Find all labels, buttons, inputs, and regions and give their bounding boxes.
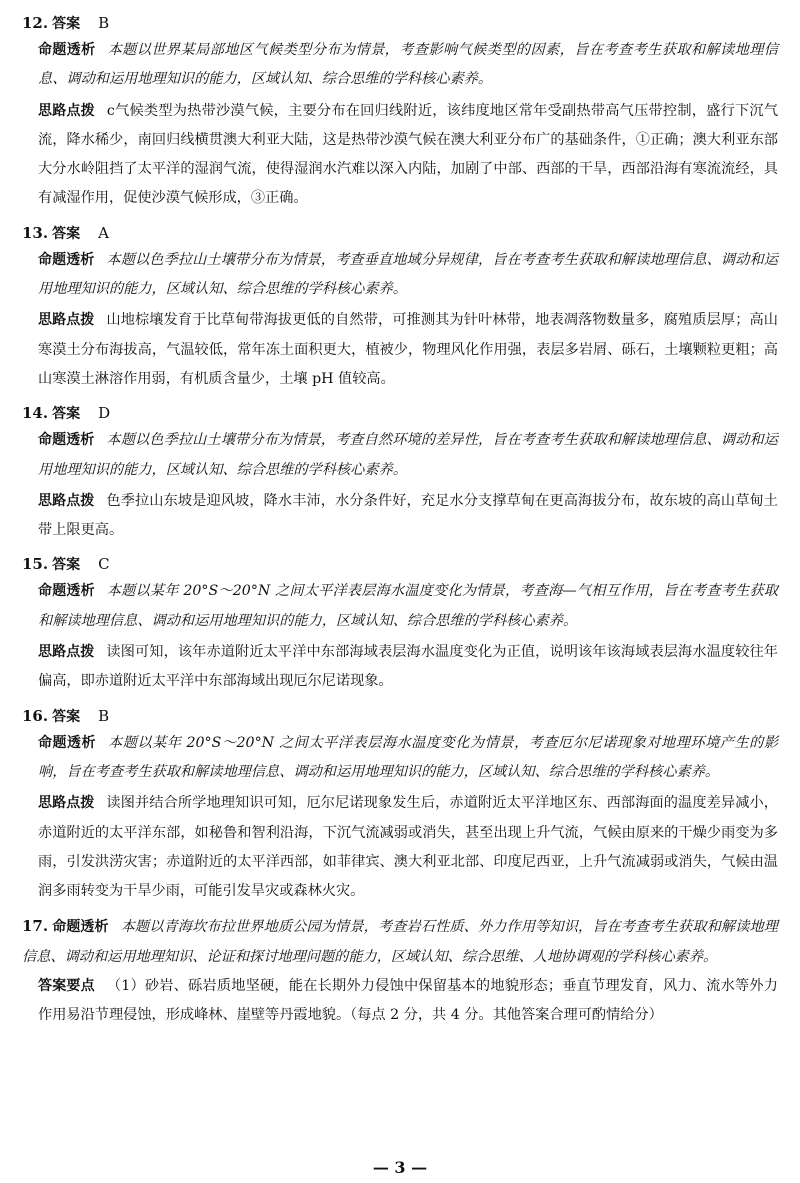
question-number: 13.	[22, 223, 49, 242]
analysis-paragraph	[22, 36, 778, 95]
analysis-label: 命题透析	[52, 919, 109, 936]
reasoning-label: 思路点拨	[38, 312, 95, 329]
reasoning-paragraph	[22, 487, 778, 546]
reasoning-text: 读图并结合所学地理知识可知，厄尔尼诺现象发生后，赤道附近太平洋地区东、西部海面的温度差异减小，赤道附近的太平洋东部，如秘鲁和智利沿海，下沉气流减弱或消失，甚至出现上升气流，气候由原来的干燥少雨变为多雨，引发洪涝灾害；赤道附近的太平洋西部，如菲律宾、澳大利亚北部、印度尼西亚，上升气流减弱或消失，气候由温润多雨转变为干旱少雨，可能引发旱灾或森林火灾。	[38, 795, 778, 900]
analysis-label: 命题透析	[38, 42, 96, 58]
answer-value: A	[98, 223, 109, 242]
answer-label: 答案	[52, 557, 81, 574]
analysis-paragraph	[22, 246, 778, 305]
analysis-paragraph	[22, 426, 778, 485]
answer-value: B	[98, 14, 110, 32]
reasoning-label: 思路点拨	[38, 644, 95, 661]
question-number: 14.	[22, 404, 49, 423]
question-header	[22, 10, 778, 36]
reasoning-label: 思路点拨	[38, 795, 95, 812]
analysis-text: 本题以某年 20°S～20°N 之间太平洋表层海水温度变化为情景，考查海—气相互作用，旨在考查考生获取和解读地理信息、调动和运用地理知识的能力，区域认知、综合思维的学科核心素养。	[38, 583, 779, 629]
analysis-label: 命题透析	[38, 583, 95, 600]
answer-points-paragraph	[22, 972, 778, 1031]
answer-value: B	[98, 706, 110, 725]
answer-label: 答案	[52, 708, 81, 725]
question-15	[22, 551, 778, 696]
page-number: — 3 —	[372, 1158, 428, 1177]
question-13	[22, 220, 778, 394]
question-number: 12.	[22, 14, 49, 32]
analysis-label: 命题透析	[38, 734, 97, 751]
question-header	[22, 703, 778, 729]
answer-value: C	[98, 555, 110, 574]
question-number: 16.	[22, 706, 49, 725]
analysis-paragraph	[22, 729, 778, 788]
question-header	[22, 400, 778, 426]
analysis-text: 本题以某年 20°S～20°N 之间太平洋表层海水温度变化为情景，考查厄尔尼诺现象对地理环境产生的影响，旨在考查考生获取和解读地理信息、调动和运用地理知识的能力，区域认知、综合思维的学科核心素养。	[38, 734, 779, 780]
analysis-label: 命题透析	[38, 251, 95, 268]
reasoning-text: 色季拉山东坡是迎风坡，降水丰沛，水分条件好，充足水分支撑草甸在更高海拔分布，故东坡的高山草甸土带上限更高。	[38, 492, 778, 539]
reasoning-text: 山地棕壤发育于比草甸带海拔更低的自然带，可推测其为针叶林带，地表凋落物数量多，腐殖质层厚；高山寒漠土分布海拔高，气温较低，常年冻土面积更大，植被少，物理风化作用强，表层多岩屑、砾石，土壤颗粒更粗；高山寒漠土淋溶作用弱，有机质含量少，土壤 pH 值较高。	[38, 312, 778, 387]
answer-label: 答案	[52, 225, 81, 242]
reasoning-text: 读图可知，该年赤道附近太平洋中东部海域表层海水温度变化为正值，说明该年该海域表层海水温度较往年偏高，即赤道附近太平洋中东部海域出现厄尔尼诺现象。	[38, 644, 778, 690]
question-number: 15.	[22, 555, 49, 574]
question-14	[22, 400, 778, 545]
analysis-paragraph	[22, 577, 778, 636]
question-header	[22, 220, 778, 246]
answer-label: 答案	[52, 406, 81, 423]
reasoning-paragraph	[22, 638, 778, 697]
reasoning-label: 思路点拨	[38, 102, 95, 119]
reasoning-label: 思路点拨	[38, 492, 95, 509]
question-17-analysis	[22, 912, 778, 972]
question-header	[22, 551, 778, 577]
analysis-text: 本题以色季拉山土壤带分布为情景，考查垂直地域分异规律，旨在考查考生获取和解读地理信息、调动和运用地理知识的能力，区域认知、综合思维的学科核心素养。	[38, 251, 778, 298]
answer-label: 答案	[52, 16, 81, 32]
question-12	[22, 10, 778, 214]
reasoning-paragraph	[22, 789, 778, 906]
answer-value: D	[98, 404, 111, 423]
reasoning-paragraph	[22, 97, 778, 214]
question-16	[22, 703, 778, 907]
analysis-text: 本题以青海坎布拉世界地质公园为情景，考查岩石性质、外力作用等知识，旨在考查考生获取和解读地理信息、调动和运用地理知识、论证和探讨地理问题的能力，区域认知、综合思维、人地协调观的学科核心素养。	[22, 919, 778, 965]
reasoning-text: c气候类型为热带沙漠气候，主要分布在回归线附近，该纬度地区常年受副热带高气压带控制，盛行下沉气流，降水稀少，南回归线横贯澳大利亚大陆，这是热带沙漠气候在澳大利亚分布广的基础条件，①正确；澳大利亚东部大分水岭阻挡了太平洋的湿润气流，使得湿润水汽难以深入内陆，加剧了中部、西部的干旱，西部沿海有寒流流经，具有减湿作用，促使沙漠气候形成，③正确。	[38, 102, 779, 207]
analysis-text: 本题以世界某局部地区气候类型分布为情景，考查影响气候类型的因素，旨在考查考生获取和解读地理信息、调动和运用地理知识的能力，区域认知、综合思维的学科核心素养。	[38, 42, 779, 88]
analysis-label: 命题透析	[38, 432, 95, 449]
reasoning-paragraph	[22, 306, 778, 394]
answer-points-text: （1）砂岩、砾岩质地坚硬，能在长期外力侵蚀中保留基本的地貌形态；垂直节理发育，风力、流水等外力作用易沿节理侵蚀，形成峰林、崖壁等丹霞地貌。（每点 2 分，共 4 分。其他答案合理可酌情给分）	[38, 978, 778, 1024]
question-17	[22, 912, 778, 1030]
answer-points-label: 答案要点	[38, 978, 95, 995]
analysis-text: 本题以色季拉山土壤带分布为情景，考查自然环境的差异性，旨在考查考生获取和解读地理信息、调动和运用地理知识的能力，区域认知、综合思维的学科核心素养。	[38, 432, 778, 478]
question-number: 17.	[22, 917, 49, 936]
